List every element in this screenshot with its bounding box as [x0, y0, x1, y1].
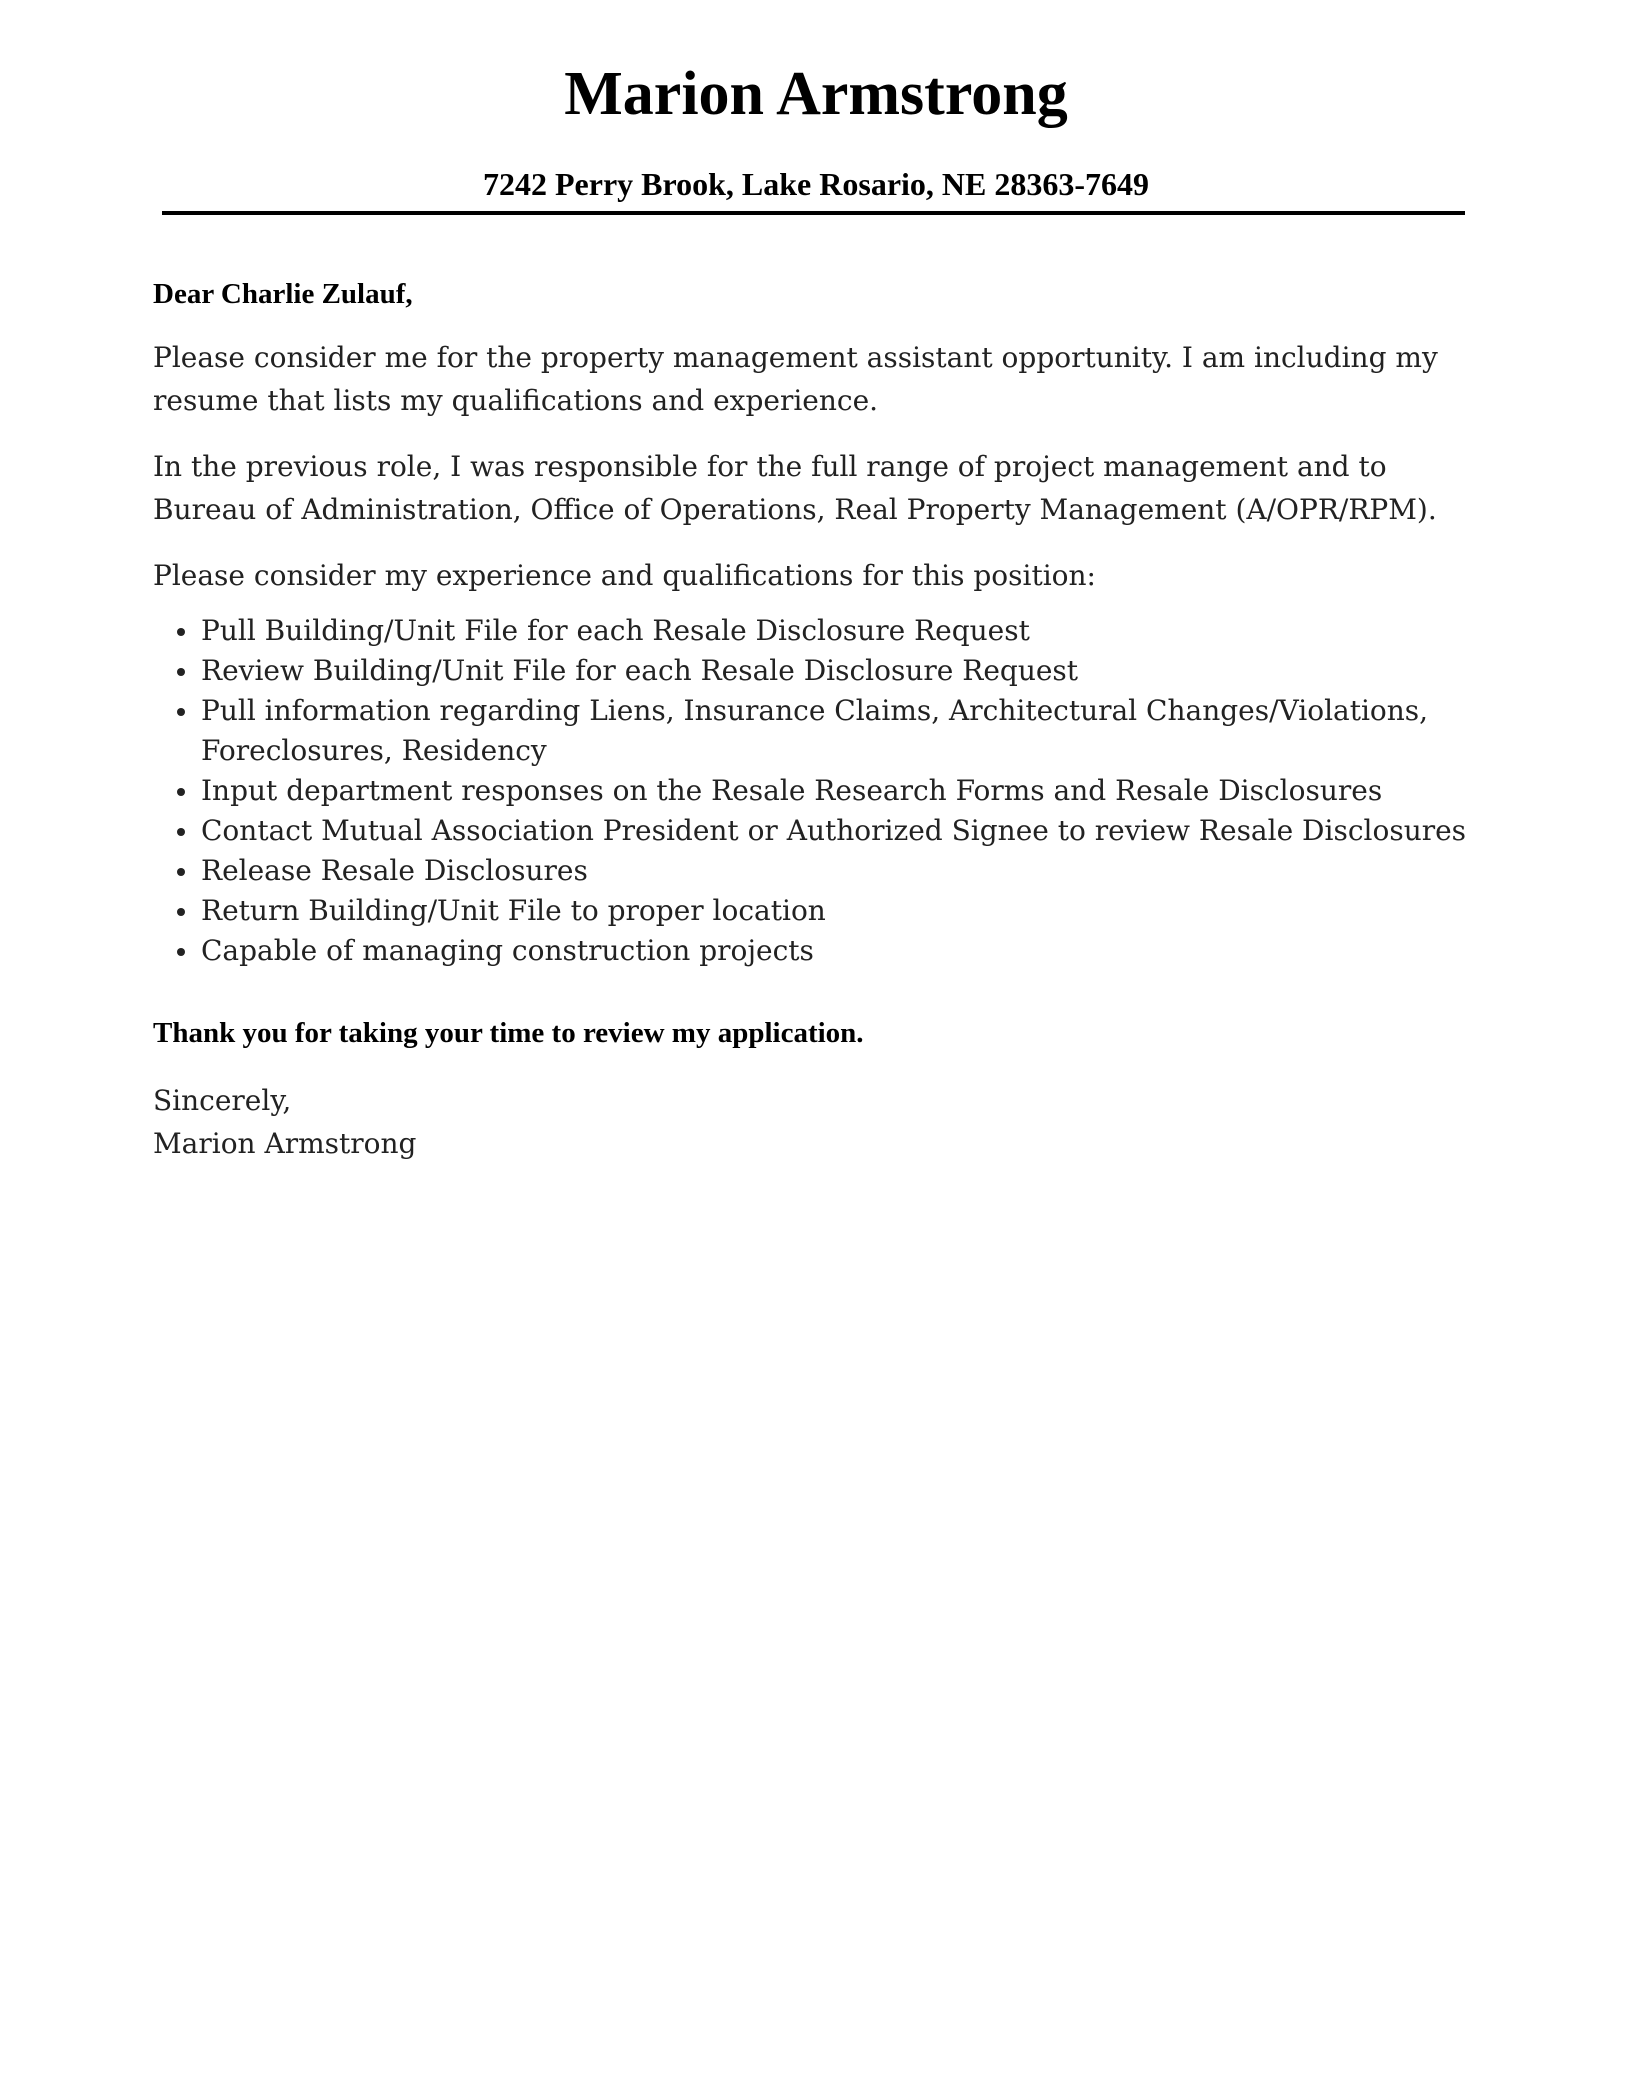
list-item: Input department responses on the Resale Research Forms and Resale Disclosures	[153, 771, 1473, 811]
list-item: Pull information regarding Liens, Insurance Claims, Architectural Changes/Violations, Foreclosures, Residency	[153, 691, 1473, 771]
list-item: Contact Mutual Association President or Authorized Signee to review Resale Disclosures	[153, 811, 1473, 851]
qualifications-list	[153, 611, 1473, 971]
list-item: Capable of managing construction projects	[153, 931, 1473, 971]
list-item: Pull Building/Unit File for each Resale Disclosure Request	[153, 611, 1473, 651]
list-item: Release Resale Disclosures	[153, 851, 1473, 891]
list-item: Return Building/Unit File to proper location	[153, 891, 1473, 931]
paragraph-intro: Please consider me for the property management assistant opportunity. I am including my resume that lists my qualifications and experience.	[153, 341, 1438, 417]
applicant-address: 7242 Perry Brook, Lake Rosario, NE 28363-7649	[482, 166, 1150, 202]
header-divider	[162, 211, 1465, 215]
thank-you-line: Thank you for taking your time to review my application.	[153, 1017, 864, 1049]
signature: Marion Armstrong	[153, 1127, 417, 1160]
applicant-name: Marion Armstrong	[564, 60, 1068, 128]
paragraph-previous-role: In the previous role, I was responsible for the full range of project management and to Bureau of Administration, Office of Operations, Real Property Management (A/OPR/RPM).	[153, 450, 1437, 526]
letter-body	[153, 272, 1473, 1165]
list-item: Review Building/Unit File for each Resale Disclosure Request	[153, 651, 1473, 691]
closing: Sincerely,	[153, 1084, 292, 1117]
salutation: Dear Charlie Zulauf,	[153, 278, 413, 310]
paragraph-qualifications-lead: Please consider my experience and qualifications for this position:	[153, 559, 1096, 592]
